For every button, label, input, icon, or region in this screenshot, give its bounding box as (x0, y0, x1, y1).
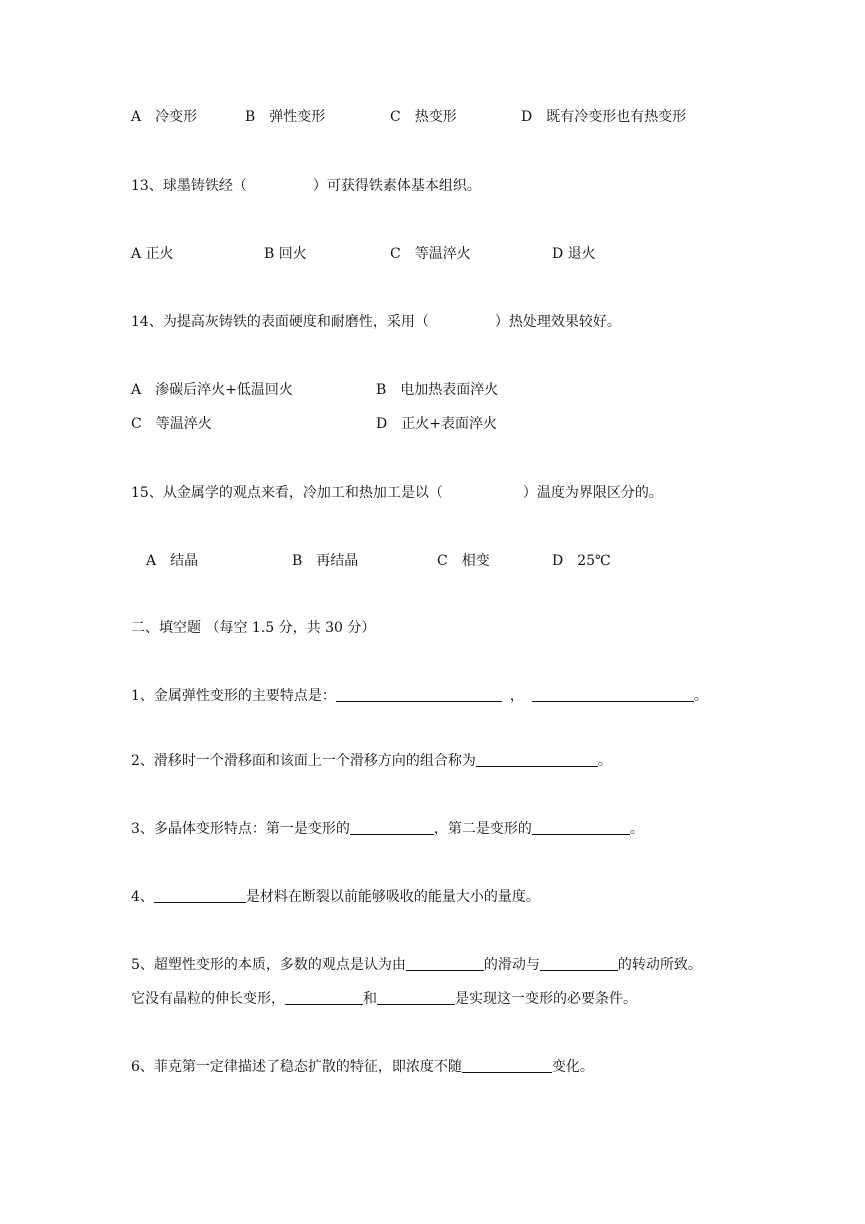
fill-5-blank-4[interactable] (377, 990, 455, 1005)
question-15 (131, 482, 663, 502)
section-2-title: 二、填空题 （每空 1.5 分，共 30 分） (131, 620, 376, 636)
q12-option-a: A 冷变形 (131, 109, 198, 125)
q13-option-a: A 正火 (131, 246, 174, 262)
fill-question-2 (131, 750, 612, 770)
fill-5-blank-3[interactable] (285, 990, 363, 1005)
fill-question-5-line-1 (131, 954, 702, 974)
question-15-prefix: 15、从金属学的观点来看，冷加工和热加工是以（ (131, 485, 443, 501)
fill-1-separator: ， (509, 688, 524, 704)
fill-3-blank-1[interactable] (350, 820, 434, 835)
q14-option-a: A 渗碳后淬火+低温回火 (131, 382, 293, 398)
q15-option-d: D 25℃ (552, 553, 611, 569)
fill-question-4 (131, 886, 540, 906)
fill-6-end: 变化。 (551, 1059, 594, 1075)
q15-option-a: A 结晶 (146, 553, 199, 569)
fill-1-end: 。 (693, 688, 708, 704)
fill-3-mid: ，第二是变形的 (433, 821, 532, 837)
fill-4-suffix: 是材料在断裂以前能够吸收的能量大小的量度。 (245, 889, 540, 905)
fill-5-line2-end: 是实现这一变形的必要条件。 (455, 991, 637, 1007)
question-13 (131, 175, 481, 195)
fill-question-3 (131, 818, 644, 838)
fill-5-line2-prefix: 它没有晶粒的伸长变形， (131, 991, 285, 1007)
q12-option-c: C 热变形 (390, 109, 457, 125)
fill-5-blank-2[interactable] (540, 956, 618, 971)
fill-2-blank-1[interactable] (476, 752, 598, 767)
q14-option-b: B 电加热表面淬火 (376, 382, 499, 398)
q14-option-d: D 正火+表面淬火 (376, 416, 497, 432)
fill-3-prefix: 3、多晶体变形特点：第一是变形的 (131, 821, 350, 837)
fill-1-blank-1[interactable] (336, 687, 502, 702)
q15-option-c: C 相变 (437, 553, 490, 569)
q12-option-d: D 既有冷变形也有热变形 (521, 109, 687, 125)
q14-option-c: C 等温淬火 (131, 416, 212, 432)
fill-5-line2-mid: 和 (363, 991, 377, 1007)
q13-option-b: B 回火 (264, 246, 307, 262)
q13-option-d: D 退火 (552, 246, 596, 262)
fill-question-1 (131, 685, 708, 705)
fill-question-6 (131, 1056, 594, 1076)
fill-1-prefix: 1、金属弹性变形的主要特点是： (131, 688, 336, 704)
fill-4-prefix: 4、 (131, 889, 154, 905)
fill-question-5-line-2 (131, 988, 637, 1008)
fill-5-line1-end: 的转动所致。 (617, 957, 702, 973)
fill-6-blank-1[interactable] (462, 1058, 552, 1073)
q13-option-c: C 等温淬火 (390, 246, 471, 262)
question-13-suffix: ）可获得铁素体基本组织。 (312, 178, 481, 194)
fill-4-blank-1[interactable] (154, 888, 246, 903)
fill-3-blank-2[interactable] (532, 820, 630, 835)
fill-2-prefix: 2、滑移时一个滑移面和该面上一个滑移方向的组合称为 (131, 753, 476, 769)
question-14 (131, 311, 621, 331)
question-14-suffix: ）热处理效果较好。 (494, 314, 621, 330)
fill-5-blank-1[interactable] (406, 956, 484, 971)
question-13-prefix: 13、球墨铸铁经（ (131, 178, 247, 194)
q15-option-b: B 再结晶 (292, 553, 359, 569)
fill-5-line1-prefix: 5、超塑性变形的本质，多数的观点是认为由 (131, 957, 406, 973)
question-14-prefix: 14、为提高灰铸铁的表面硬度和耐磨性，采用（ (131, 314, 429, 330)
fill-6-prefix: 6、菲克第一定律描述了稳态扩散的特征，即浓度不随 (131, 1059, 462, 1075)
fill-2-end: 。 (597, 753, 612, 769)
fill-5-line1-mid: 的滑动与 (483, 957, 540, 973)
fill-3-end: 。 (629, 821, 644, 837)
question-15-suffix: ）温度为界限区分的。 (522, 485, 663, 501)
q12-option-b: B 弹性变形 (245, 109, 326, 125)
fill-1-blank-2[interactable] (532, 687, 694, 702)
